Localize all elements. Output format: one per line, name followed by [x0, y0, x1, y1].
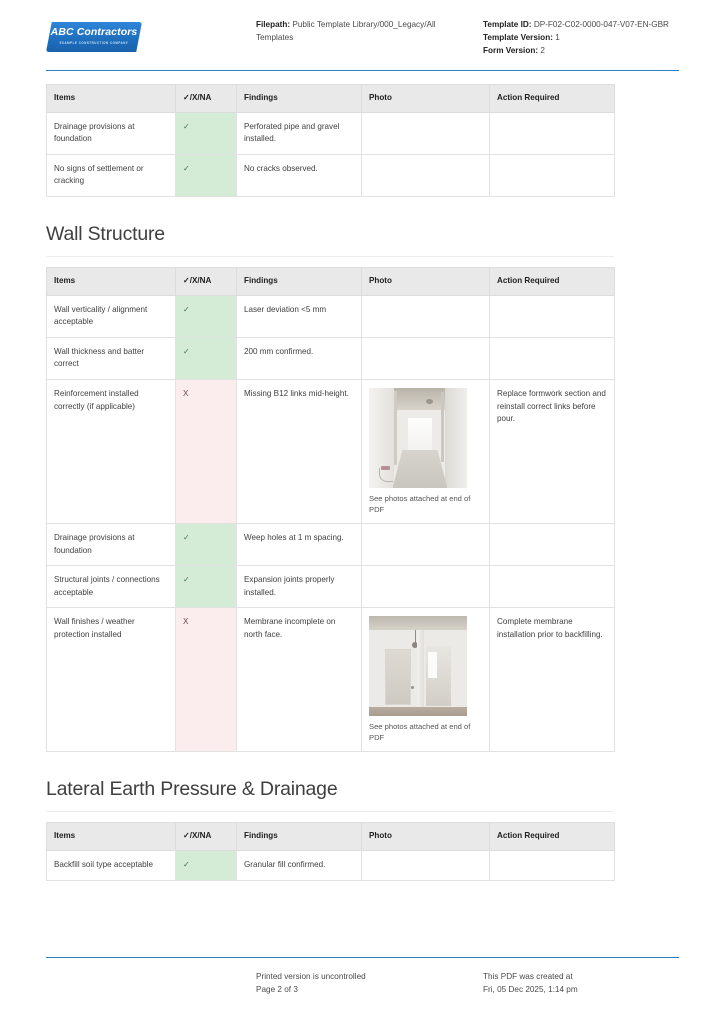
cell-photo: [362, 154, 490, 196]
cell-action-required: [490, 295, 615, 337]
footer-created-label: This PDF was created at: [483, 972, 573, 981]
cell-photo: [362, 112, 490, 154]
cell-photo: [362, 379, 490, 523]
logo-container: [46, 14, 256, 52]
column-header-items: Items: [47, 267, 176, 295]
table-row: [47, 566, 615, 608]
cell-item: Structural joints / connections acceptable: [47, 566, 176, 608]
inspection-table-lateral-earth-pressure: [46, 822, 615, 880]
cell-action-required: [490, 566, 615, 608]
column-header-x-na: ✓/X/NA: [176, 85, 237, 113]
cell-item: Drainage provisions at foundation: [47, 523, 176, 565]
cell-action-required: [490, 523, 615, 565]
footer-divider: [46, 957, 679, 958]
status-badge-pass: ✓: [176, 154, 237, 196]
cell-photo: [362, 337, 490, 379]
cell-findings: Membrane incomplete on north face.: [237, 608, 362, 752]
template-id-label: Template ID:: [483, 20, 532, 29]
table-row: [47, 295, 615, 337]
document-content: [46, 84, 614, 881]
photo-caption: See photos attached at end of PDF: [369, 493, 471, 514]
column-header-action-required: Action Required: [490, 267, 615, 295]
cell-photo: [362, 850, 490, 880]
column-header-x-na: ✓/X/NA: [176, 267, 237, 295]
column-header-items: Items: [47, 823, 176, 851]
page-footer: [46, 970, 675, 996]
inspection-table-wall-structure: [46, 267, 615, 752]
cell-action-required: [490, 154, 615, 196]
status-badge-pass: ✓: [176, 566, 237, 608]
cell-photo: [362, 566, 490, 608]
cell-findings: Laser deviation <5 mm: [237, 295, 362, 337]
template-meta-block: [471, 14, 679, 57]
status-badge-pass: ✓: [176, 850, 237, 880]
column-header-action-required: Action Required: [490, 823, 615, 851]
column-header-findings: Findings: [237, 267, 362, 295]
room-interior-photo: [369, 616, 467, 716]
cell-item: No signs of settlement or cracking: [47, 154, 176, 196]
cell-findings: Missing B12 links mid-height.: [237, 379, 362, 523]
cell-findings: 200 mm confirmed.: [237, 337, 362, 379]
form-version-value: 2: [540, 46, 545, 55]
logo-tagline: EXAMPLE CONSTRUCTION COMPANY: [59, 40, 129, 46]
cell-item: Drainage provisions at foundation: [47, 112, 176, 154]
status-badge-pass: ✓: [176, 337, 237, 379]
logo-name: ABC Contractors: [50, 26, 138, 38]
cell-findings: Weep holes at 1 m spacing.: [237, 523, 362, 565]
cell-action-required: [490, 337, 615, 379]
footer-created-value: Fri, 05 Dec 2025, 1:14 pm: [483, 985, 578, 994]
template-version-value: 1: [555, 33, 560, 42]
column-header-photo: Photo: [362, 267, 490, 295]
corridor-interior-photo: [369, 388, 467, 488]
column-header-photo: Photo: [362, 823, 490, 851]
inspection-table-continued-foundation: [46, 84, 615, 197]
table-row: [47, 337, 615, 379]
cell-item: Reinforcement installed correctly (if applicable): [47, 379, 176, 523]
status-badge-pass: ✓: [176, 112, 237, 154]
footer-uncontrolled-text: Printed version is uncontrolled: [256, 972, 366, 981]
status-badge-pass: ✓: [176, 295, 237, 337]
cell-photo: [362, 295, 490, 337]
table-row: [47, 523, 615, 565]
column-header-x-na: ✓/X/NA: [176, 823, 237, 851]
filepath-line: [256, 18, 471, 44]
section-rule: [46, 811, 614, 812]
filepath-label: Filepath:: [256, 20, 291, 29]
cell-item: Wall finishes / weather protection installed: [47, 608, 176, 752]
table-row: [47, 379, 615, 523]
cell-photo: [362, 608, 490, 752]
form-version-line: [483, 44, 679, 57]
section-rule: [46, 256, 614, 257]
column-header-findings: Findings: [237, 85, 362, 113]
table-row: [47, 608, 615, 752]
page-header: [0, 0, 725, 57]
cell-photo: [362, 523, 490, 565]
template-version-label: Template Version:: [483, 33, 553, 42]
cell-action-required: [490, 112, 615, 154]
table-row: [47, 850, 615, 880]
table-row: [47, 154, 615, 196]
footer-uncontrolled-block: [256, 970, 471, 996]
template-id-value: DP-F02-C02-0000-047-V07-EN-GBR: [533, 20, 669, 29]
status-badge-pass: ✓: [176, 523, 237, 565]
cell-findings: No cracks observed.: [237, 154, 362, 196]
table-row: [47, 112, 615, 154]
table-header-row: [47, 823, 615, 851]
table-header-row: [47, 85, 615, 113]
filepath-block: [256, 14, 471, 44]
cell-findings: Granular fill confirmed.: [237, 850, 362, 880]
status-badge-fail: X: [176, 608, 237, 752]
column-header-findings: Findings: [237, 823, 362, 851]
cell-item: Backfill soil type acceptable: [47, 850, 176, 880]
form-version-label: Form Version:: [483, 46, 539, 55]
cell-action-required: Replace formwork section and reinstall correct links before pour.: [490, 379, 615, 523]
template-id-line: [483, 18, 679, 31]
status-badge-fail: X: [176, 379, 237, 523]
header-divider: [46, 70, 679, 71]
abc-contractors-logo: [46, 22, 142, 52]
filepath-value: Public Template Library/000_Legacy/All Templates: [256, 20, 436, 42]
column-header-items: Items: [47, 85, 176, 113]
footer-created-block: [471, 970, 675, 996]
column-header-action-required: Action Required: [490, 85, 615, 113]
template-version-line: [483, 31, 679, 44]
cell-action-required: [490, 850, 615, 880]
cell-item: Wall thickness and batter correct: [47, 337, 176, 379]
section-title-wall-structure: Wall Structure: [46, 222, 165, 245]
table-header-row: [47, 267, 615, 295]
footer-left-spacer: [46, 970, 256, 996]
cell-item: Wall verticality / alignment acceptable: [47, 295, 176, 337]
cell-findings: Perforated pipe and gravel installed.: [237, 112, 362, 154]
footer-page-number: Page 2 of 3: [256, 985, 298, 994]
cell-findings: Expansion joints properly installed.: [237, 566, 362, 608]
photo-caption: See photos attached at end of PDF: [369, 722, 471, 743]
section-title-lateral-earth-pressure: Lateral Earth Pressure & Drainage: [46, 778, 338, 801]
column-header-photo: Photo: [362, 85, 490, 113]
cell-action-required: Complete membrane installation prior to backfilling.: [490, 608, 615, 752]
